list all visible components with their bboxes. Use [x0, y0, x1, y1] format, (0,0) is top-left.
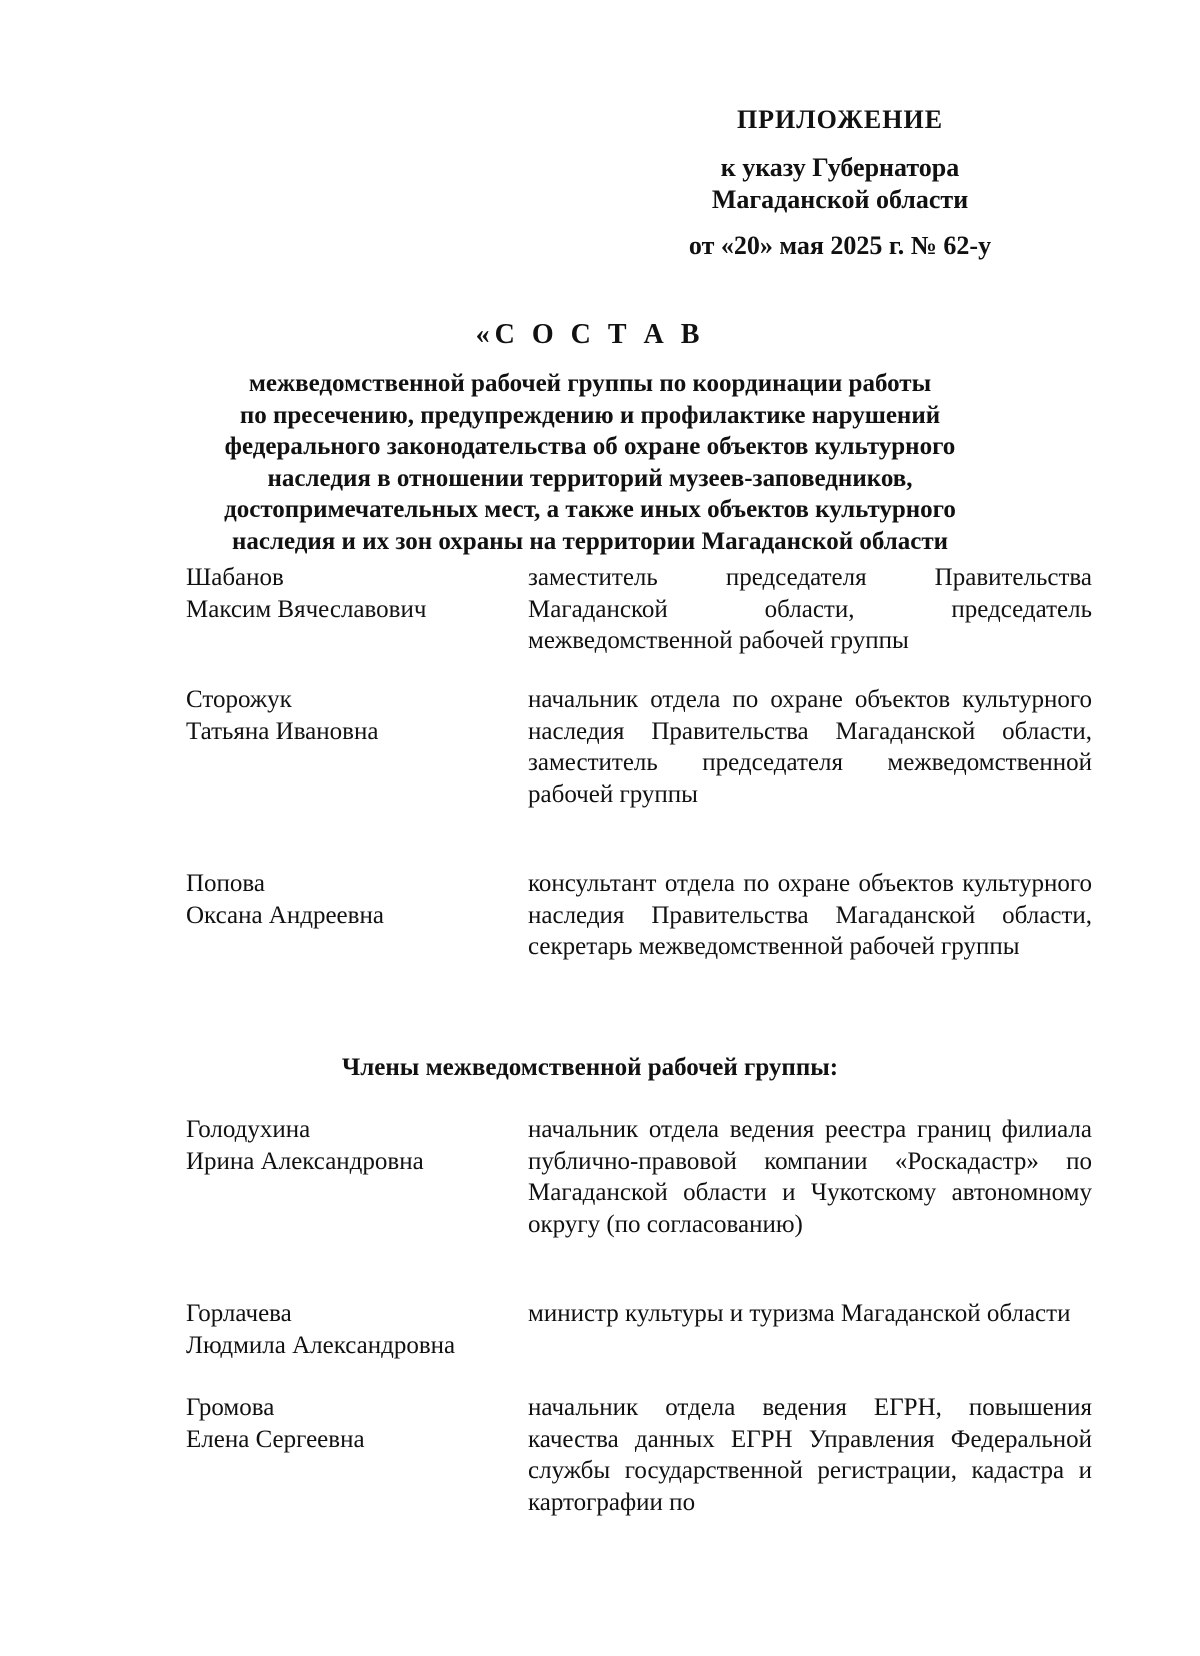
person-given-name: Людмила Александровна [186, 1331, 456, 1359]
members-heading: Члены межведомственной рабочей группы: [341, 1054, 839, 1081]
decree-region: Магаданской области [711, 185, 969, 214]
person-role: заместитель председателя Правительства Магаданской области, председатель межведомственной рабочей группы [528, 564, 1092, 654]
leadership-entry [186, 684, 1092, 810]
person-surname: Голодухина [186, 1116, 311, 1143]
person-role: консультант отдела по охране объектов культурного наследия Правительства Магаданской области, секретарь межведомственной рабочей группы [528, 870, 1092, 960]
title-heading: «С О С Т А В [475, 319, 705, 350]
subtitle-line: по пресечению, предупреждению и профилактике нарушений [239, 401, 941, 429]
annex-label: ПРИЛОЖЕНИЕ [736, 105, 944, 134]
person-role: начальник отдела ведения ЕГРН, повышения качества данных ЕГРН Управления Федеральной службы государственной регистрации, кадастра и картографии по [528, 1394, 1092, 1516]
subtitle-line: федерального законодательства об охране объектов культурного [224, 433, 956, 460]
title-subtitle [130, 368, 1050, 557]
person-name [186, 1392, 528, 1518]
person-given-name: Оксана Андреевна [186, 901, 384, 929]
person-given-name: Ирина Александровна [186, 1147, 424, 1175]
leadership-entry [186, 868, 1092, 963]
person-name [186, 868, 528, 963]
person-name [186, 562, 528, 657]
person-surname: Шабанов [186, 564, 284, 591]
person-given-name: Татьяна Ивановна [186, 717, 379, 745]
decree-reference: к указу Губернатора [720, 153, 960, 182]
subtitle-line: наследия в отношении территорий музеев-заповедников, [267, 464, 913, 492]
person-surname: Сторожук [186, 686, 292, 713]
person-role: начальник отдела по охране объектов культурного наследия Правительства Магаданской области, заместитель председателя межведомственной рабочей группы [528, 686, 1092, 808]
leadership-entry [186, 562, 1092, 657]
decree-date: от «20» мая 2025 г. № 62-у [688, 231, 992, 260]
annex-header [640, 104, 1040, 262]
person-surname: Горлачева [186, 1300, 292, 1327]
person-surname: Громова [186, 1394, 275, 1421]
member-entry [186, 1114, 1092, 1240]
person-name [186, 684, 528, 810]
subtitle-line: наследия и их зон охраны на территории Магаданской области [231, 527, 949, 555]
person-name [186, 1298, 528, 1361]
person-role: начальник отдела ведения реестра границ филиала публично-правовой компании «Роскадастр» по Магаданской области и Чукотскому автономному округу (по согласованию) [528, 1116, 1092, 1238]
person-name [186, 1114, 528, 1240]
member-entry [186, 1392, 1092, 1518]
member-entry [186, 1298, 1092, 1361]
person-surname: Попова [186, 870, 266, 897]
person-given-name: Елена Сергеевна [186, 1425, 365, 1453]
subtitle-line: межведомственной рабочей группы по координации работы [248, 370, 932, 397]
person-given-name: Максим Вячеславович [186, 595, 427, 623]
person-role: министр культуры и туризма Магаданской области [528, 1300, 1071, 1327]
subtitle-line: достопримечательных мест, а также иных объектов культурного [224, 496, 956, 523]
document-title [130, 318, 1050, 557]
